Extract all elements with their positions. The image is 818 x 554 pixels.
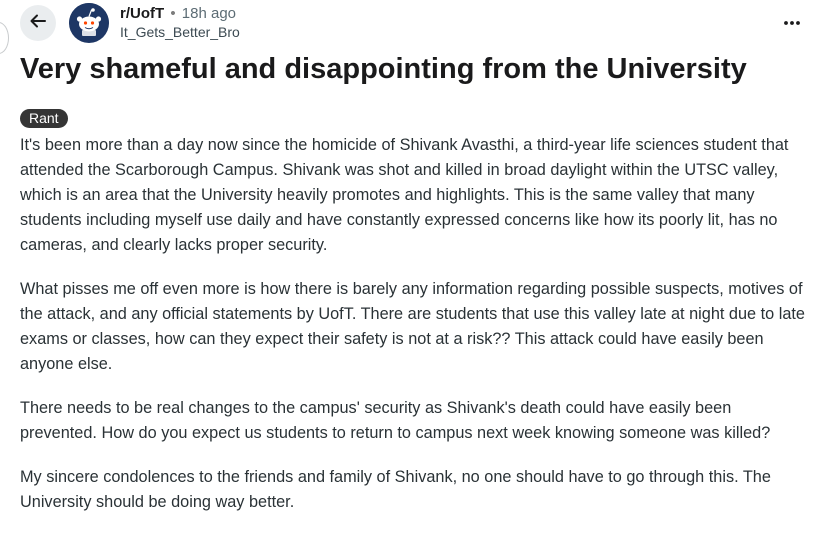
post-flair[interactable]: Rant [20,109,68,128]
post-meta-top [120,4,240,23]
back-button[interactable] [20,5,56,41]
post-time: 18h ago [181,5,237,22]
post-paragraph: There needs to be real changes to the campus' security as Shivank's death could have easily been prevented. How do you expect us students to return to campus next week knowing someone was killed? [20,399,771,442]
subreddit-avatar[interactable] [69,3,109,43]
subreddit-avatar-icon [69,3,109,43]
subreddit-link[interactable]: r/UofT [120,5,165,22]
meta-separator: • [170,5,176,22]
post-meta [120,4,240,42]
post-paragraph: What pisses me off even more is how there is barely any information regarding possible suspects, motives of the attack, and any official statements by UofT. There are students that use this valley late at night due to late exams or classes, how can they expect their safety is not at a risk?? This attack could have easily been anyone else. [20,280,805,373]
post-paragraph: It's been more than a day now since the homicide of Shivank Avasthi, a third-year life sciences student that attended the Scarborough Campus. Shivank was shot and killed in broad daylight within the UTSC valley, which is an area that the University heavily promotes and highlights. This is the same valley that many students including myself use daily and have constantly expressed concerns like how its poorly lit, has no cameras, and clearly lacks proper security. [20,136,789,254]
post-title: Very shameful and disappointing from the University [20,53,747,85]
arrow-left-icon [28,11,48,36]
post-body [20,133,810,534]
more-options-button[interactable] [780,12,804,32]
edge-fragment [0,22,9,54]
more-horizontal-icon [783,13,801,31]
post-paragraph: My sincere condolences to the friends and family of Shivank, no one should have to go through this. The University should be doing way better. [20,468,771,511]
author-link[interactable]: It_Gets_Better_Bro [120,24,240,40]
